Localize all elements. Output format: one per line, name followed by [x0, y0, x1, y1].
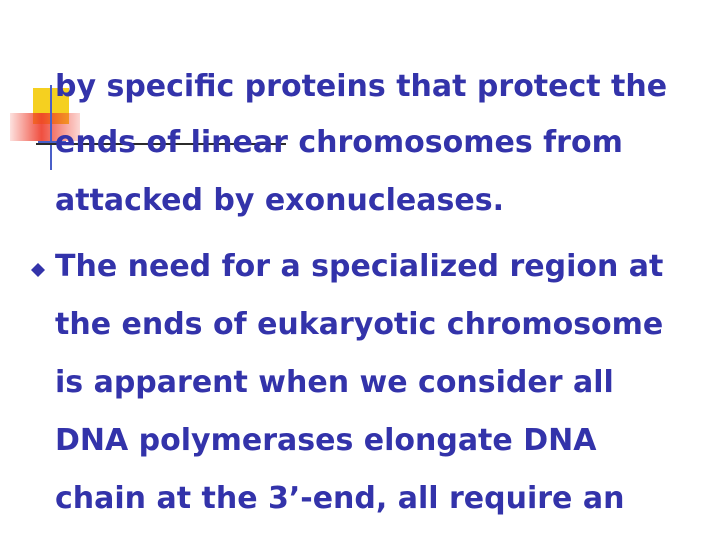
diamond-bullet-icon: [31, 263, 45, 277]
text-line-6: is apparent when we consider all: [55, 365, 614, 400]
text-line-8: chain at the 3’-end, all require an: [55, 481, 625, 516]
text-line-1: by specific proteins that protect the: [55, 69, 668, 104]
text-line-4: The need for a specialized region at: [55, 249, 664, 284]
deco-blue-vertical: [50, 85, 52, 170]
text-line-2: ends of linear chromosomes from: [55, 125, 623, 160]
text-line-5: the ends of eukaryotic chromosome: [55, 307, 664, 342]
text-line-3: attacked by exonucleases.: [55, 183, 504, 218]
text-line-7: DNA polymerases elongate DNA: [55, 423, 597, 458]
